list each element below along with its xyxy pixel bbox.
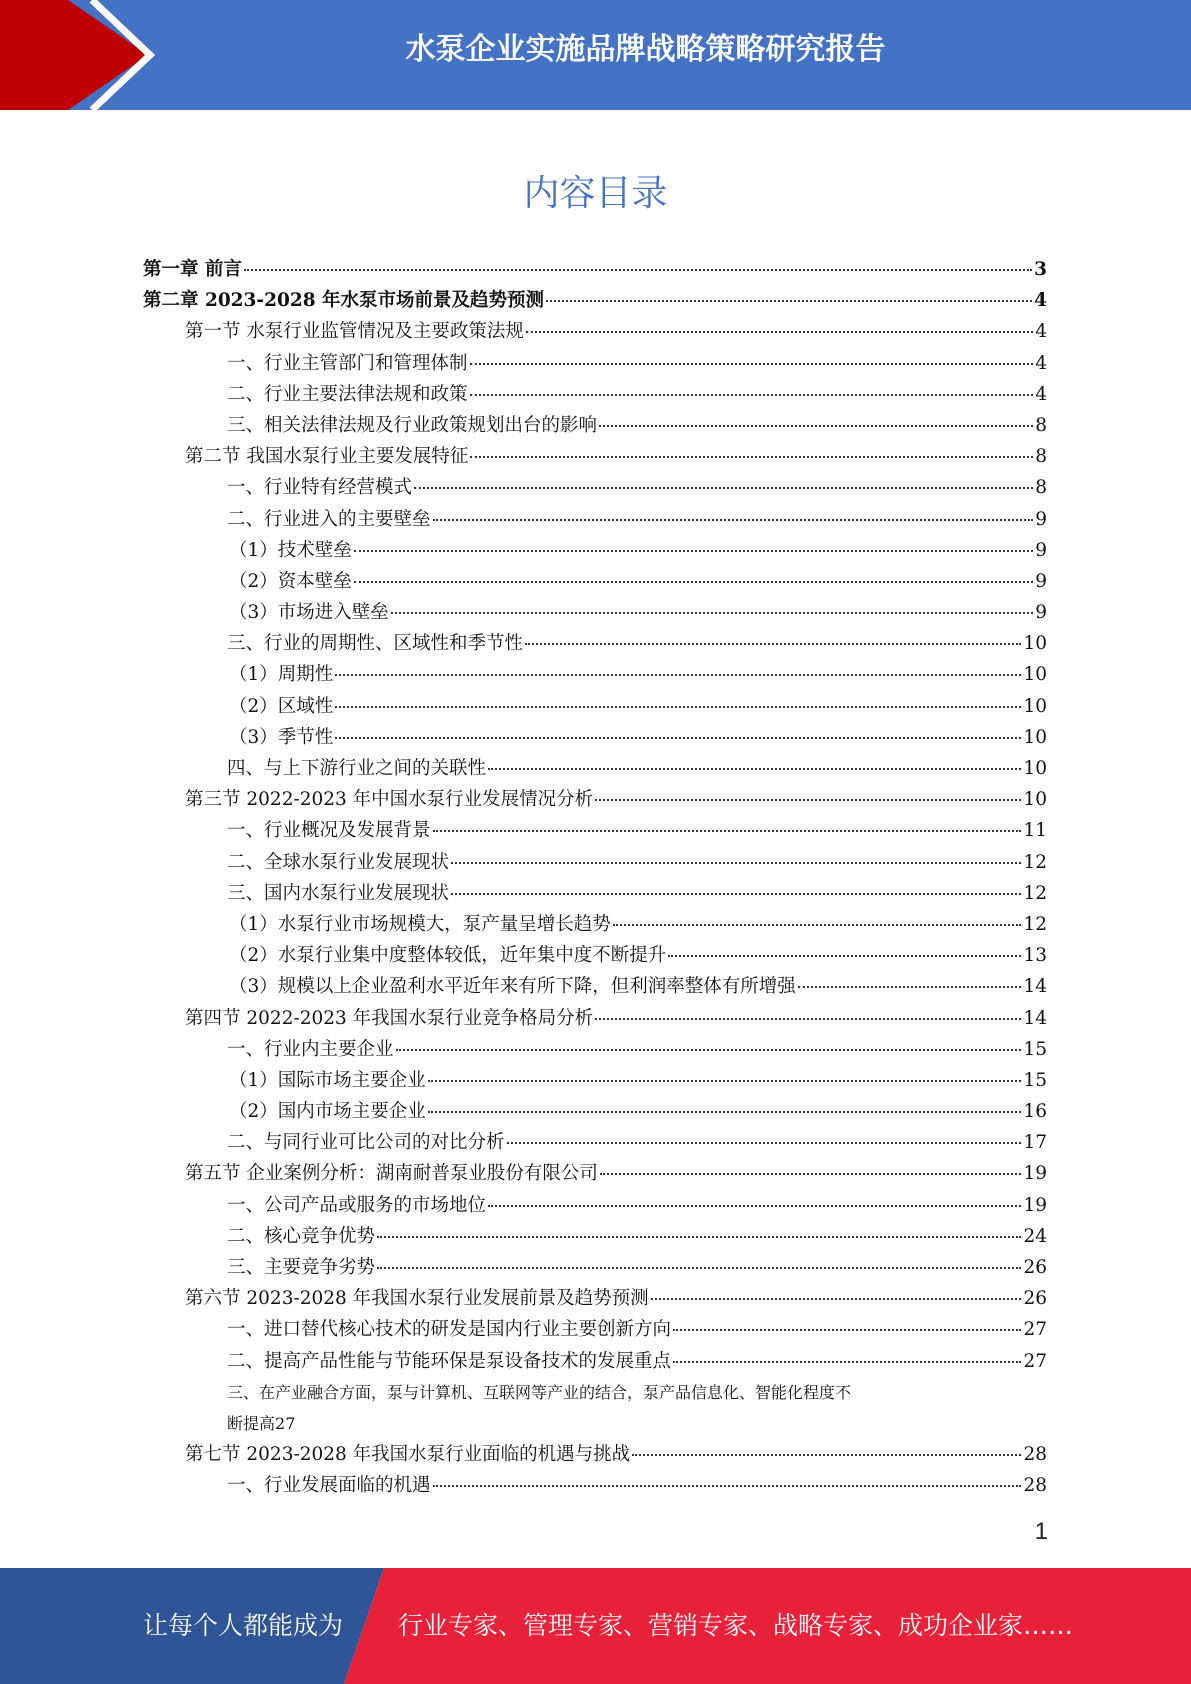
toc-entry-text: （2）水泵行业集中度整体较低，近年集中度不断提升 bbox=[229, 945, 667, 967]
toc-entry-page: 4 bbox=[1034, 290, 1047, 312]
toc-entry[interactable] bbox=[143, 691, 1047, 722]
toc-entry-page: 26 bbox=[1023, 1288, 1047, 1310]
toc-entry[interactable] bbox=[143, 909, 1047, 940]
dot-leader bbox=[507, 1142, 1022, 1144]
dot-leader bbox=[470, 456, 1033, 458]
toc-entry[interactable] bbox=[143, 1158, 1047, 1189]
toc-entry-page: 12 bbox=[1023, 913, 1047, 935]
toc-entry[interactable] bbox=[143, 1314, 1047, 1345]
toc-entry-text: 二、行业主要法律法规和政策 bbox=[227, 383, 468, 405]
dot-leader bbox=[668, 955, 1021, 957]
dot-leader bbox=[546, 300, 1032, 302]
toc-entry[interactable] bbox=[143, 1003, 1047, 1034]
dot-leader bbox=[433, 830, 1022, 832]
toc-entry-page: 19 bbox=[1023, 1163, 1047, 1185]
toc-entry[interactable] bbox=[143, 1096, 1047, 1127]
toc-entry[interactable] bbox=[143, 348, 1047, 379]
toc-entry[interactable] bbox=[143, 815, 1047, 846]
dot-leader bbox=[428, 1080, 1022, 1082]
toc-entry-page: 17 bbox=[1023, 1132, 1047, 1154]
toc-entry-text: （3）规模以上企业盈利水平近年来有所下降，但利润率整体有所增强 bbox=[229, 976, 796, 998]
toc-entry-text: 第二章 2023-2028 年水泵市场前景及趋势预测 bbox=[143, 290, 545, 312]
toc-entry-page: 10 bbox=[1023, 695, 1047, 717]
toc-entry-page: 28 bbox=[1023, 1475, 1047, 1497]
toc-entry-page: 8 bbox=[1035, 477, 1047, 499]
toc-entry-text: 第一章 前言 bbox=[143, 259, 242, 280]
dot-leader bbox=[632, 1454, 1021, 1456]
dot-leader bbox=[525, 643, 1021, 645]
dot-leader bbox=[414, 487, 1033, 489]
dot-leader bbox=[595, 1018, 1021, 1020]
toc-entry[interactable] bbox=[143, 1346, 1047, 1377]
toc-entry-text: 三、在产业融合方面，泵与计算机、互联网等产业的结合，泵产品信息化、智能化程度不 bbox=[227, 1382, 852, 1402]
toc-entry-text: 四、与上下游行业之间的关联性 bbox=[227, 758, 487, 779]
dot-leader bbox=[651, 1298, 1022, 1300]
toc-entry-page: 27 bbox=[275, 1413, 296, 1433]
toc-entry-page: 10 bbox=[1023, 726, 1047, 748]
toc-entry[interactable] bbox=[143, 1470, 1047, 1501]
toc-entry-page: 11 bbox=[1023, 820, 1047, 842]
footer-slogan-right: 行业专家、管理专家、营销专家、战略专家、成功企业家…… bbox=[398, 1611, 1074, 1640]
toc-entry-text: 三、相关法律法规及行业政策规划出台的影响 bbox=[227, 414, 598, 436]
toc-entry-text: （2）国内市场主要企业 bbox=[229, 1101, 426, 1123]
toc-entry[interactable] bbox=[143, 285, 1047, 316]
report-title: 水泵企业实施品牌战略策略研究报告 bbox=[405, 32, 886, 67]
toc-entry-text: （3）市场进入壁垒 bbox=[229, 602, 389, 624]
toc-entry-page: 19 bbox=[1023, 1194, 1047, 1216]
toc-entry-page: 27 bbox=[1023, 1319, 1047, 1341]
toc-entry-text: 一、行业内主要企业 bbox=[227, 1038, 394, 1060]
dot-leader bbox=[335, 737, 1021, 739]
toc-entry-text: 一、进口替代核心技术的研发是国内行业主要创新方向 bbox=[227, 1319, 672, 1341]
toc-entry-page: 28 bbox=[1023, 1444, 1047, 1466]
toc-entry-page: 10 bbox=[1023, 633, 1047, 655]
toc-entry-text: 二、全球水泵行业发展现状 bbox=[227, 851, 450, 873]
dot-leader bbox=[354, 550, 1033, 552]
toc-entry[interactable] bbox=[143, 1127, 1047, 1158]
page-header bbox=[0, 0, 1191, 110]
toc-entry-page: 10 bbox=[1023, 758, 1047, 779]
toc-entry[interactable] bbox=[143, 316, 1047, 347]
dot-leader bbox=[433, 519, 1034, 521]
toc-entry-text: 一、行业主管部门和管理体制 bbox=[227, 352, 468, 374]
toc-entry[interactable] bbox=[143, 628, 1047, 659]
toc-entry-text: （1）国际市场主要企业 bbox=[229, 1069, 426, 1091]
toc-entry-page: 27 bbox=[1023, 1350, 1047, 1372]
toc-entry-text: （3）季节性 bbox=[229, 726, 334, 748]
toc-entry-page: 12 bbox=[1023, 851, 1047, 873]
toc-entry-text: （1）周期性 bbox=[229, 664, 334, 686]
toc-entry[interactable] bbox=[143, 597, 1047, 628]
dot-leader bbox=[798, 986, 1022, 988]
toc-entry-text: 一、行业概况及发展背景 bbox=[227, 820, 431, 842]
toc-entry[interactable] bbox=[143, 1065, 1047, 1096]
dot-leader bbox=[377, 1267, 1021, 1269]
dot-leader bbox=[335, 674, 1021, 676]
toc-entry[interactable] bbox=[143, 784, 1047, 815]
dot-leader bbox=[377, 1236, 1021, 1238]
dot-leader bbox=[600, 1173, 1022, 1175]
dot-leader bbox=[451, 893, 1021, 895]
toc-entry-text: 三、行业的周期性、区域性和季节性 bbox=[227, 633, 524, 655]
dot-leader bbox=[470, 394, 1034, 396]
toc-entry-text: 三、国内水泵行业发展现状 bbox=[227, 882, 450, 904]
toc-entry[interactable] bbox=[143, 566, 1047, 597]
dot-leader bbox=[451, 862, 1021, 864]
toc-entry[interactable] bbox=[143, 1034, 1047, 1065]
toc-entry-text: 第三节 2022-2023 年中国水泵行业发展情况分析 bbox=[185, 789, 594, 811]
dot-leader bbox=[354, 581, 1033, 583]
toc-entry-page: 16 bbox=[1023, 1101, 1047, 1123]
toc-entry-page: 3 bbox=[1034, 259, 1047, 280]
page-footer bbox=[0, 1568, 1191, 1684]
toc-entry-page: 15 bbox=[1023, 1069, 1047, 1091]
dot-leader bbox=[673, 1361, 1021, 1363]
toc-entry[interactable] bbox=[143, 254, 1047, 285]
dot-leader bbox=[244, 269, 1032, 271]
toc-entry-text: 二、核心竞争优势 bbox=[227, 1225, 376, 1247]
toc-heading: 内容目录 bbox=[523, 173, 668, 214]
toc-entry[interactable] bbox=[143, 1221, 1047, 1252]
toc-entry-text: 一、公司产品或服务的市场地位 bbox=[227, 1194, 487, 1216]
toc-entry-text: 第二节 我国水泵行业主要发展特征 bbox=[185, 446, 469, 468]
toc-entry-text: 第六节 2023-2028 年我国水泵行业发展前景及趋势预测 bbox=[185, 1288, 649, 1310]
dot-leader bbox=[396, 1049, 1022, 1051]
toc-entry[interactable] bbox=[143, 441, 1047, 472]
dot-leader bbox=[595, 799, 1021, 801]
toc-entry[interactable] bbox=[143, 504, 1047, 535]
toc-entry-page: 9 bbox=[1035, 508, 1047, 530]
toc-entry-text: 第七节 2023-2028 年我国水泵行业面临的机遇与挑战 bbox=[185, 1444, 631, 1466]
toc-entry-text: 三、主要竞争劣势 bbox=[227, 1257, 376, 1278]
toc-entry-page: 4 bbox=[1035, 321, 1047, 343]
toc-entry-text: 第五节 企业案例分析：湖南耐普泵业股份有限公司 bbox=[185, 1163, 598, 1185]
toc-entry[interactable] bbox=[143, 659, 1047, 690]
dot-leader bbox=[391, 612, 1033, 614]
toc-entry-page: 9 bbox=[1035, 570, 1047, 592]
toc-entry-text: 二、与同行业可比公司的对比分析 bbox=[227, 1132, 505, 1154]
toc-entry[interactable] bbox=[143, 1439, 1047, 1470]
toc-entry-page: 9 bbox=[1035, 539, 1047, 561]
toc-entry-text: （2）区域性 bbox=[229, 695, 334, 717]
toc-entry-page: 10 bbox=[1023, 664, 1047, 686]
toc-entry[interactable] bbox=[143, 1190, 1047, 1221]
toc-entry[interactable] bbox=[143, 878, 1047, 909]
toc-entry-page: 26 bbox=[1023, 1257, 1047, 1278]
toc-entry-text-continued: 断提高 bbox=[227, 1413, 276, 1433]
toc-entry-text: （2）资本壁垒 bbox=[229, 570, 352, 592]
toc-entry-text: （1）水泵行业市场规模大，泵产量呈增长趋势 bbox=[229, 913, 611, 935]
toc-entry[interactable] bbox=[143, 379, 1047, 410]
dot-leader bbox=[599, 425, 1033, 427]
toc-entry[interactable] bbox=[143, 971, 1047, 1002]
toc-entry-text: 二、行业进入的主要壁垒 bbox=[227, 508, 431, 530]
toc-entry-page: 4 bbox=[1035, 383, 1047, 405]
toc-entry[interactable] bbox=[143, 535, 1047, 566]
toc-entry-page: 9 bbox=[1035, 602, 1047, 624]
toc-entry[interactable] bbox=[143, 1283, 1047, 1314]
dot-leader bbox=[428, 1111, 1022, 1113]
dot-leader bbox=[433, 1485, 1022, 1487]
toc-entry[interactable] bbox=[143, 940, 1047, 971]
toc-entry-page: 12 bbox=[1023, 882, 1047, 904]
toc-entry-text: 二、提高产品性能与节能环保是泵设备技术的发展重点 bbox=[227, 1350, 672, 1372]
toc-entry[interactable] bbox=[143, 753, 1047, 784]
toc-entry-text: 一、行业发展面临的机遇 bbox=[227, 1475, 431, 1497]
toc-entry-text: 第一节 水泵行业监管情况及主要政策法规 bbox=[185, 321, 524, 343]
toc-entry-page: 10 bbox=[1023, 789, 1047, 811]
toc-entry-page: 24 bbox=[1023, 1225, 1047, 1247]
toc-entry[interactable] bbox=[143, 1377, 1047, 1439]
dot-leader bbox=[526, 331, 1033, 333]
toc-entry-text: 一、行业特有经营模式 bbox=[227, 477, 413, 499]
dot-leader bbox=[335, 706, 1021, 708]
toc-entry[interactable] bbox=[143, 722, 1047, 753]
toc-entry-text: 第四节 2022-2023 年我国水泵行业竞争格局分析 bbox=[185, 1007, 594, 1029]
page-number: 1 bbox=[1034, 1518, 1048, 1545]
toc-entry-page: 4 bbox=[1035, 352, 1047, 374]
footer-slogan-left: 让每个人都能成为 bbox=[143, 1611, 344, 1640]
dot-leader bbox=[488, 768, 1021, 770]
toc-entry-page: 14 bbox=[1023, 1007, 1047, 1029]
toc-entry-page: 8 bbox=[1035, 446, 1047, 468]
toc-entry-page: 14 bbox=[1023, 976, 1047, 998]
dot-leader bbox=[613, 924, 1022, 926]
dot-leader bbox=[488, 1205, 1021, 1207]
toc-entry[interactable] bbox=[143, 1252, 1047, 1283]
toc-entry[interactable] bbox=[143, 847, 1047, 878]
table-of-contents bbox=[143, 254, 1047, 1502]
toc-entry-page: 8 bbox=[1035, 414, 1047, 436]
toc-entry-page: 13 bbox=[1023, 945, 1047, 967]
toc-entry[interactable] bbox=[143, 410, 1047, 441]
toc-entry-text: （1）技术壁垒 bbox=[229, 539, 352, 561]
dot-leader bbox=[470, 363, 1034, 365]
dot-leader bbox=[673, 1329, 1021, 1331]
toc-entry-page: 15 bbox=[1023, 1038, 1047, 1060]
toc-entry[interactable] bbox=[143, 472, 1047, 503]
